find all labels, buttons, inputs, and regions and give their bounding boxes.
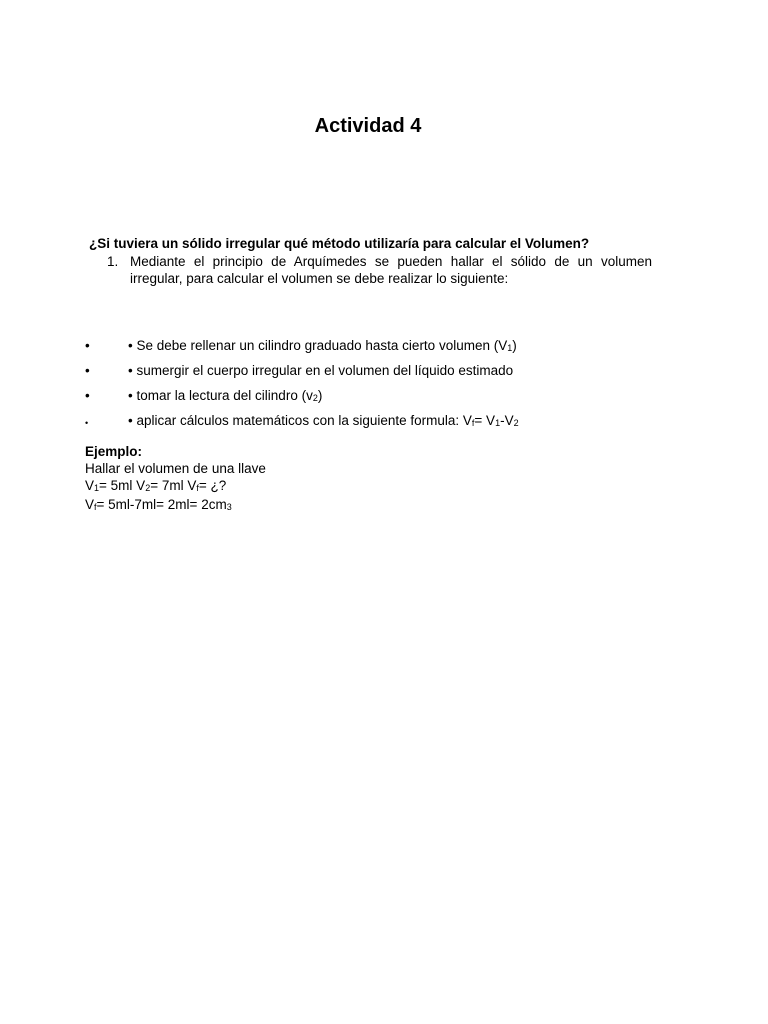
subscript: 3 [226,502,232,512]
bullet-marker: • [85,418,89,428]
bullet-text-main: aplicar cálculos matemáticos con la siguiente formula: V [136,413,472,428]
subscript: 2 [513,418,519,428]
subscript: f [94,502,97,512]
bullet-text-main: sumergir el cuerpo irregular en el volumen del líquido estimado [136,363,514,378]
inner-bullet: • [128,363,133,378]
example-text: = ¿? [198,478,227,493]
example-line: Hallar el volumen de una llave [85,461,266,476]
formula-part: -V [500,413,514,428]
example-text: = 7ml V [150,478,197,493]
bullet-item [85,413,685,438]
example-heading: Ejemplo: [85,444,143,459]
list-number: 1. [107,254,119,269]
bullet-text [128,363,513,378]
inner-bullet: • [128,388,133,403]
subscript: 1 [507,343,513,353]
bullet-marker: • [85,388,90,403]
formula-part: = V [474,413,496,428]
question-heading: ¿Si tuviera un sólido irregular qué método utilizaría para calcular el Volumen? [89,236,590,251]
list-item-text: Mediante el principio de Arquímedes se pueden hallar el sólido de un volumen irregular, para calcular el volumen se debe realizar lo siguiente: [130,254,652,286]
subscript: 2 [145,483,151,493]
bullet-text-main: tomar la lectura del cilindro (v [136,388,313,403]
example-text: = 5ml V [99,478,146,493]
subscript: f [471,418,475,428]
bullet-text [128,388,322,403]
bullet-item [85,338,685,363]
subscript: 1 [94,483,100,493]
bullet-marker: • [85,338,90,353]
bullet-text-tail: ) [317,388,323,403]
bullet-text-tail: ) [512,338,517,353]
bullet-item [85,363,685,388]
bullet-marker: • [85,363,90,378]
example-text: V [85,478,95,493]
bullet-item [85,388,685,413]
example-line [85,477,266,496]
example-section [85,443,266,515]
page-title: Actividad 4 [314,115,422,137]
bullet-text-main: Se debe rellenar un cilindro graduado hasta cierto volumen (V [136,338,508,353]
subscript: 2 [312,393,318,403]
subscript: 1 [495,418,501,428]
inner-bullet: • [128,413,133,428]
inner-bullet: • [128,338,133,353]
bullet-list [85,338,685,438]
example-text: = 5ml-7ml= 2ml= 2cm [96,497,227,512]
bullet-text [128,413,519,428]
numbered-list-item [107,253,652,287]
subscript: f [196,483,199,493]
bullet-text [128,338,517,353]
example-line [85,496,266,515]
example-text: V [85,497,95,512]
